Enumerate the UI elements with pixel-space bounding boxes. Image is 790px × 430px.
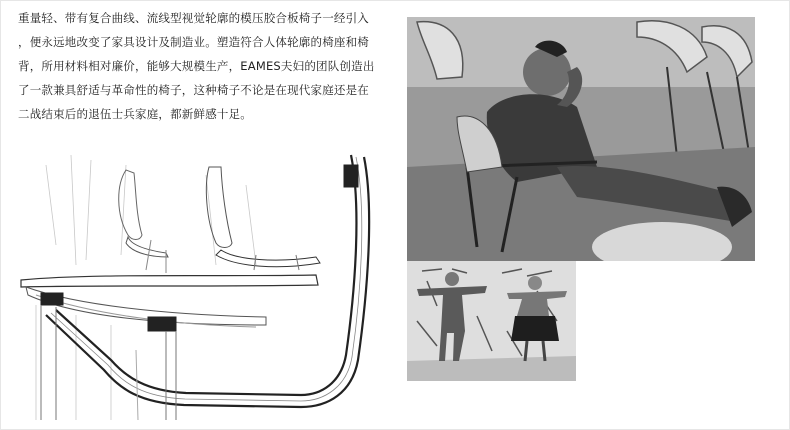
paragraph-line: 重量轻、带有复合曲线、流线型视觉轮廓的模压胶合板椅子一经引入 — [18, 11, 369, 25]
paragraph-line: 二战结束后的退伍士兵家庭，都新鲜感十足。 — [18, 107, 252, 121]
description-paragraph — [18, 6, 390, 126]
man-reclining-photo — [407, 17, 755, 261]
paragraph-line: 背，所用材料相对廉价，能够大规模生产，EAMES夫妇的团队创造出 — [18, 59, 375, 73]
paragraph-line: 了一款兼具舒适与革命性的椅子，这种椅子不论是在现代家庭还是在 — [18, 83, 369, 97]
chair-sketch-image — [16, 145, 386, 425]
paragraph-line: ，便永远地改变了家具设计及制造业。塑造符合人体轮廓的椅座和椅 — [18, 35, 369, 49]
wall-chairs-photo — [407, 261, 576, 381]
